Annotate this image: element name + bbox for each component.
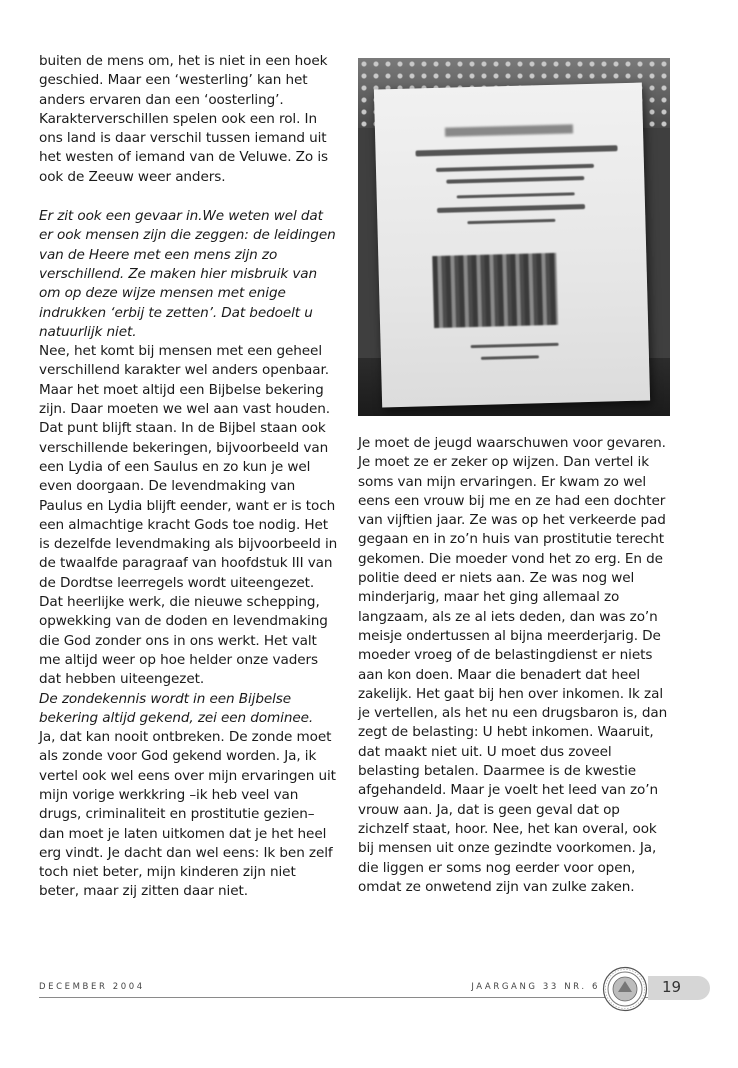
paragraph: buiten de mens om, het is niet in een hoek geschied. Maar een ‘westerling’ kan het anders ervaren dan een ‘oosterling’. Karakterverschillen spelen ook een rol. In ons land is daar verschil tussen iemand uit het westen of iemand van de Veluwe. Zo is ook de Zeeuw weer anders. (39, 53, 328, 185)
seal-emblem-icon (602, 966, 648, 1012)
footer-rule (39, 997, 659, 998)
paragraph: Ja, dat kan nooit ontbreken. De zonde moet als zonde voor God gekend worden. Ja, ik vertel ook wel eens over mijn ervaringen uit mijn vorige werkkring –ik heb veel van drugs, criminaliteit en prostitutie gezien– dan moet je laten uitkomen dat je het heel erg vindt. Je dacht dan wel eens: Ik ben zelf toch niet beter, mijn kinderen zijn niet beter, maar zij zitten daar niet. (39, 729, 336, 900)
book-photo (358, 58, 670, 416)
interview-question: Er zit ook een gevaar in.We weten wel dat er ook mensen zijn die zeggen: de leidingen van de Heere met een mens zijn zo verschillend. Ze maken hier misbruik van om op deze wijze mensen met enige indrukken ‘erbij te zetten’. Dat bedoelt u natuurlijk niet. (39, 208, 336, 340)
page-number: 19 (662, 978, 682, 996)
left-column (39, 52, 339, 902)
paragraph: Je moet de jeugd waarschuwen voor gevaren. Je moet ze er zeker op wijzen. Dan vertel ik soms van mijn ervaringen. Er kwam zo wel eens een vrouw bij me en ze had een dochter van vijftien jaar. Ze was op het verkeerde pad gegaan en in zo’n huis van prostitutie terecht gekomen. Die moeder vond het zo erg. En de politie deed er niets aan. Ze was nog wel minderjarig, maar het ging allemaal zo langzaam, als ze al iets deden, dan was zo’n meisje ondertussen al bijna meerderjarig. De moeder vroeg of de belastingdienst er niets aan kon doen. Maar die benadert dat heel zakelijk. Het gaat bij hen over inkomen. Ik zal je vertellen, als het nu een drugsbaron is, dan zegt de belasting: U hebt inkomen. Waaruit, dat maakt niet uit. U moet dus zoveel belasting betalen. Daarmee is de kwestie afgehandeld. Maar je voelt het leed van zo’n vrouw aan. Ja, dat is geen geval dat op zichzelf staat, hoor. Nee, het kan overal, ook bij mensen uit onze gezindte voorkomen. Ja, die liggen er soms nog eerder voor open, omdat ze onwetend zijn van zulke zaken. (358, 435, 668, 895)
interview-question: De zondekennis wordt in een Bijbelse bekering altijd gekend, zei een dominee. (39, 690, 314, 726)
book-engraving (432, 253, 558, 328)
paragraph: Nee, het komt bij mensen met een geheel verschillend karakter wel anders openbaar. Maar het moet altijd een Bijbelse bekering zijn. Daar moeten we wel aan vast houden. Dat punt blijft staan. In de Bijbel staan ook verschillende bekeringen, bijvoorbeeld van een Lydia of een Saulus en zo kun je wel even doorgaan. De levendmaking van Paulus en Lydia blijft eender, want er is toch een almachtige kracht Gods toe nodig. Het is dezelfde levendmaking als bijvoorbeeld in de twaalfde paragraaf van hoofdstuk III van de Dordtse leerregels wordt uiteengezet. Dat heerlijke werk, die nieuwe schepping, opwekking van de doden en levendmaking die God zonder ons in ons werkt. Het valt me altijd weer op hoe helder onze vaders dat hebben uiteengezet. (39, 343, 338, 688)
footer-date: DECEMBER 2004 (39, 982, 145, 992)
right-column (358, 434, 670, 897)
footer-volume: JAARGANG 33 NR. 6 (471, 982, 600, 992)
old-book-cover (374, 83, 650, 408)
